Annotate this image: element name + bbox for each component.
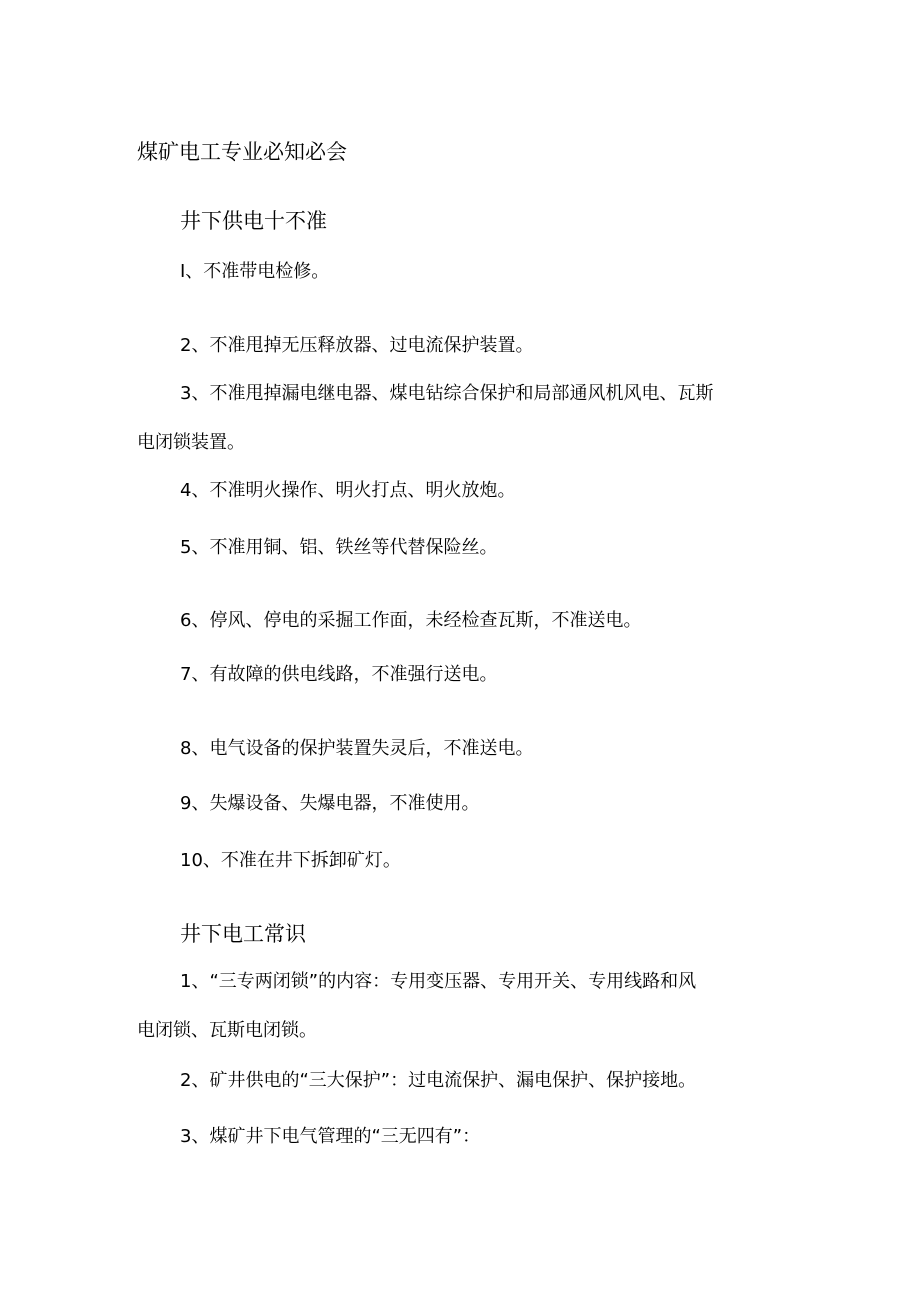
rule-item-9: 9、失爆设备、失爆电器，不准使用。 <box>180 793 480 814</box>
section-heading-power-supply-rules: 井下供电十不准 <box>180 209 327 233</box>
document-title: 煤矿电工专业必知必会 <box>137 140 347 164</box>
section-heading-electrician-knowledge: 井下电工常识 <box>180 922 306 946</box>
knowledge-item-3: 3、煤矿井下电气管理的“三无四有”： <box>180 1126 481 1147</box>
rule-item-2: 2、不准甩掉无压释放器、过电流保护装置。 <box>180 335 534 356</box>
rule-item-3-continued: 电闭锁装置。 <box>137 432 245 453</box>
rule-item-6: 6、停风、停电的采掘工作面，未经检查瓦斯，不准送电。 <box>180 610 642 631</box>
knowledge-item-2: 2、矿井供电的“三大保护”：过电流保护、漏电保护、保护接地。 <box>180 1070 697 1091</box>
rule-item-10: 10、不准在井下拆卸矿灯。 <box>180 850 401 871</box>
rule-item-7: 7、有故障的供电线路，不准强行送电。 <box>180 664 498 685</box>
rule-item-5: 5、不准用铜、铝、铁丝等代替保险丝。 <box>180 537 498 558</box>
rule-item-4: 4、不准明火操作、明火打点、明火放炮。 <box>180 480 516 501</box>
rule-item-3: 3、不准甩掉漏电继电器、煤电钻综合保护和局部通风机风电、瓦斯 <box>180 383 714 404</box>
knowledge-item-1: 1、“三专两闭锁”的内容：专用变压器、专用开关、专用线路和风 <box>180 971 697 992</box>
rule-item-8: 8、电气设备的保护装置失灵后，不准送电。 <box>180 738 534 759</box>
rule-item-1: I、不准带电检修。 <box>180 261 330 282</box>
knowledge-item-1-continued: 电闭锁、瓦斯电闭锁。 <box>137 1020 317 1041</box>
